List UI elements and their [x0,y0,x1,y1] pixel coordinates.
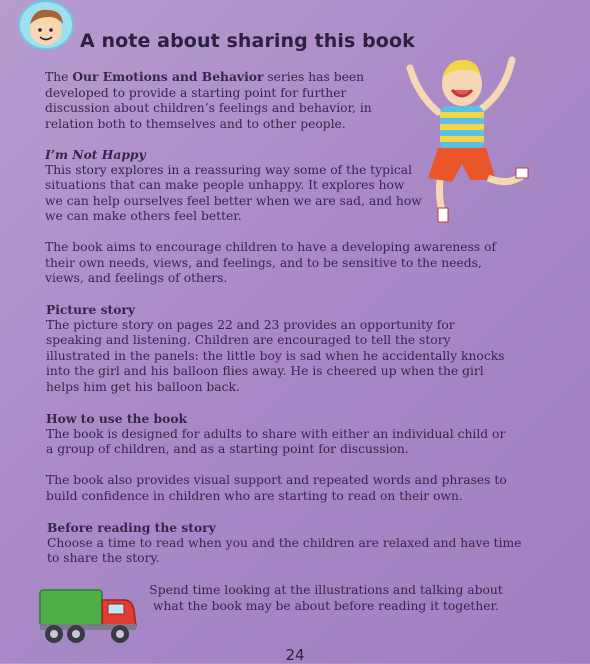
section-paragraph: The picture story on pages 22 and 23 provides an opportunity for speaking and listening. Children are encouraged to tell the story illustrated in the panels: the little boy is sad when he accidentally knocks into the girl and his balloon flies away. He is cheered up when the girl helps him get his balloon back. [46,317,505,394]
section-heading: Picture story [46,302,136,317]
section-im-not-happy [45,147,423,225]
section-paragraph-illustrations [146,583,506,614]
intro-paragraph [45,69,375,132]
child-face-avatar [18,0,74,50]
truck-illustration [36,584,140,648]
intro-prefix: The [45,70,73,84]
section-picture-story [46,302,508,395]
section-paragraph-awareness [45,240,507,287]
section-paragraph: The book also provides visual support and repeated words and phrases to build confidence in children who are starting to read on their own. [46,473,507,503]
section-paragraph: Spend time looking at the illustrations and talking about what the book may be about before reading it together. [149,583,503,613]
section-paragraph-visual-support [46,473,536,504]
section-paragraph: This story explores in a reassuring way some of the typical situations that can make people unhappy. It explores how we can help ourselves feel better when we are sad, and how we can make others feel better. [45,162,422,223]
intro-text: series has been developed to provide a starting point for further discussion about children’s feelings and behavior, in relation both to themselves and to other people. [45,70,372,131]
section-paragraph: The book is designed for adults to share with either an individual child or a group of children, and as a starting point for discussion. [46,426,506,456]
section-how-to-use [46,411,516,458]
section-heading: How to use the book [46,411,188,426]
series-name: Our Emotions and Behavior [72,69,264,84]
section-paragraph: Choose a time to read when you and the children are relaxed and have time to share the story. [47,535,522,565]
page-title: A note about sharing this book [80,30,415,52]
section-heading: Before reading the story [47,520,216,535]
page-number: 24 [285,646,305,664]
section-heading: I’m Not Happy [45,147,146,162]
section-before-reading [47,520,537,567]
section-paragraph: The book aims to encourage children to have a developing awareness of their own needs, views, and feelings, and to be sensitive to the needs, views, and feelings of others. [45,240,497,285]
